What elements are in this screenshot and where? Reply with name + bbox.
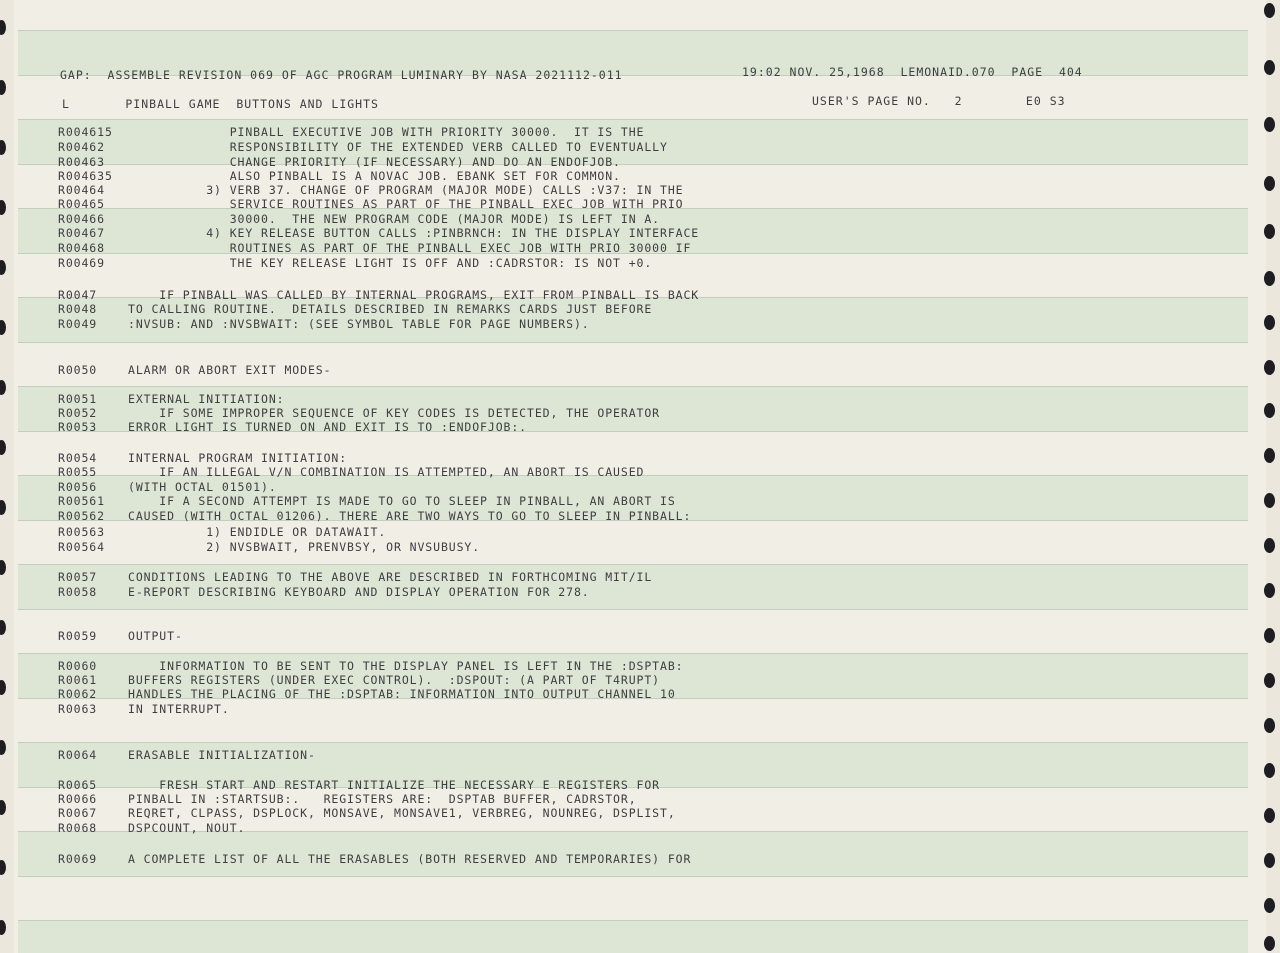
line-code: R0060 bbox=[58, 659, 98, 673]
line-text: FRESH START AND RESTART INITIALIZE THE NECESSARY E REGISTERS FOR bbox=[128, 778, 661, 792]
line-text: 4) KEY RELEASE BUTTON CALLS :PINBRNCH: IN THE DISPLAY INTERFACE bbox=[128, 226, 700, 240]
header-assembly-line: GAP: ASSEMBLE REVISION 069 OF AGC PROGRAM LUMINARY BY NASA 2021112-011 bbox=[60, 68, 623, 82]
tractor-hole bbox=[1264, 224, 1275, 239]
line-text: THE KEY RELEASE LIGHT IS OFF AND :CADRSTOR: IS NOT +0. bbox=[128, 256, 653, 270]
line-text: ALSO PINBALL IS A NOVAC JOB. EBANK SET FOR COMMON. bbox=[128, 169, 621, 183]
header-date-page: 19:02 NOV. 25,1968 LEMONAID.070 PAGE 404 bbox=[742, 65, 1083, 79]
line-text: TO CALLING ROUTINE. DETAILS DESCRIBED IN REMARKS CARDS JUST BEFORE bbox=[128, 302, 653, 316]
line-code: R0051 bbox=[58, 392, 98, 406]
line-code: R0055 bbox=[58, 465, 98, 479]
tractor-hole bbox=[1264, 176, 1275, 191]
line-code: R0067 bbox=[58, 806, 98, 820]
line-code: R0066 bbox=[58, 792, 98, 806]
line-text: INTERNAL PROGRAM INITIATION: bbox=[128, 451, 348, 465]
line-text: PINBALL EXECUTIVE JOB WITH PRIORITY 30000. IT IS THE bbox=[128, 125, 645, 139]
line-text: ERASABLE INITIALIZATION- bbox=[128, 748, 316, 762]
line-text: INFORMATION TO BE SENT TO THE DISPLAY PANEL IS LEFT IN THE :DSPTAB: bbox=[128, 659, 684, 673]
line-code: R0057 bbox=[58, 570, 98, 584]
line-code: R0048 bbox=[58, 302, 98, 316]
line-code: R0063 bbox=[58, 702, 98, 716]
line-code: R0065 bbox=[58, 778, 98, 792]
tractor-hole bbox=[1264, 538, 1275, 553]
line-text: ERROR LIGHT IS TURNED ON AND EXIT IS TO :ENDOFJOB:. bbox=[128, 420, 528, 434]
line-text: E-REPORT DESCRIBING KEYBOARD AND DISPLAY OPERATION FOR 278. bbox=[128, 585, 590, 599]
tractor-hole bbox=[1264, 628, 1275, 643]
tractor-hole bbox=[1264, 673, 1275, 688]
tractor-hole bbox=[1264, 718, 1275, 733]
line-text: DSPCOUNT, NOUT. bbox=[128, 821, 246, 835]
line-text: IF A SECOND ATTEMPT IS MADE TO GO TO SLEEP IN PINBALL, AN ABORT IS bbox=[128, 494, 676, 508]
tractor-hole bbox=[1264, 60, 1275, 75]
line-text: BUFFERS REGISTERS (UNDER EXEC CONTROL). :DSPOUT: (A PART OF T4RUPT) bbox=[128, 673, 661, 687]
line-text: IF PINBALL WAS CALLED BY INTERNAL PROGRAMS, EXIT FROM PINBALL IS BACK bbox=[128, 288, 700, 302]
line-text: CHANGE PRIORITY (IF NECESSARY) AND DO AN ENDOFJOB. bbox=[128, 155, 621, 169]
line-text: CAUSED (WITH OCTAL 01206). THERE ARE TWO WAYS TO GO TO SLEEP IN PINBALL: bbox=[128, 509, 692, 523]
tractor-hole bbox=[1264, 808, 1275, 823]
tractor-hole bbox=[1264, 3, 1275, 18]
line-code: R00468 bbox=[58, 241, 105, 255]
line-text: RESPONSIBILITY OF THE EXTENDED VERB CALLED TO EVENTUALLY bbox=[128, 140, 668, 154]
line-code: R00467 bbox=[58, 226, 105, 240]
line-text: ROUTINES AS PART OF THE PINBALL EXEC JOB WITH PRIO 30000 IF bbox=[128, 241, 692, 255]
line-code: R00562 bbox=[58, 509, 105, 523]
tractor-hole bbox=[1264, 360, 1275, 375]
line-code: R0061 bbox=[58, 673, 98, 687]
tractor-hole bbox=[1264, 403, 1275, 418]
line-text: IN INTERRUPT. bbox=[128, 702, 230, 716]
header-user-page: USER'S PAGE NO. 2 E0 S3 bbox=[812, 94, 1066, 108]
line-text: IF SOME IMPROPER SEQUENCE OF KEY CODES IS DETECTED, THE OPERATOR bbox=[128, 406, 661, 420]
line-text: 3) VERB 37. CHANGE OF PROGRAM (MAJOR MODE) CALLS :V37: IN THE bbox=[128, 183, 684, 197]
tractor-hole bbox=[1264, 493, 1275, 508]
line-text: CONDITIONS LEADING TO THE ABOVE ARE DESCRIBED IN FORTHCOMING MIT/IL bbox=[128, 570, 653, 584]
line-text: PINBALL IN :STARTSUB:. REGISTERS ARE: DSPTAB BUFFER, CADRSTOR, bbox=[128, 792, 637, 806]
line-text: 30000. THE NEW PROGRAM CODE (MAJOR MODE) IS LEFT IN A. bbox=[128, 212, 661, 226]
line-code: R0054 bbox=[58, 451, 98, 465]
line-code: R00462 bbox=[58, 140, 105, 154]
line-code: R00463 bbox=[58, 155, 105, 169]
tractor-hole bbox=[1264, 448, 1275, 463]
tractor-hole bbox=[1264, 271, 1275, 286]
green-bar bbox=[18, 920, 1248, 953]
tractor-hole bbox=[1264, 583, 1275, 598]
line-text: REQRET, CLPASS, DSPLOCK, MONSAVE, MONSAVE1, VERBREG, NOUNREG, DSPLIST, bbox=[128, 806, 676, 820]
tractor-hole bbox=[1264, 898, 1275, 913]
tractor-hole bbox=[1264, 315, 1275, 330]
line-code: R0047 bbox=[58, 288, 98, 302]
header-subtitle: L PINBALL GAME BUTTONS AND LIGHTS bbox=[62, 97, 379, 111]
line-text: EXTERNAL INITIATION: bbox=[128, 392, 285, 406]
line-code: R0058 bbox=[58, 585, 98, 599]
line-code: R00469 bbox=[58, 256, 105, 270]
line-code: R00564 bbox=[58, 540, 105, 554]
line-text: SERVICE ROUTINES AS PART OF THE PINBALL EXEC JOB WITH PRIO bbox=[128, 197, 684, 211]
line-code: R00561 bbox=[58, 494, 105, 508]
tractor-hole bbox=[1264, 853, 1275, 868]
tractor-hole bbox=[1264, 117, 1275, 132]
tractor-hole bbox=[1264, 936, 1275, 951]
line-text: HANDLES THE PLACING OF THE :DSPTAB: INFORMATION INTO OUTPUT CHANNEL 10 bbox=[128, 687, 676, 701]
line-text: IF AN ILLEGAL V/N COMBINATION IS ATTEMPTED, AN ABORT IS CAUSED bbox=[128, 465, 645, 479]
line-code: R0050 bbox=[58, 363, 98, 377]
line-text: A COMPLETE LIST OF ALL THE ERASABLES (BOTH RESERVED AND TEMPORARIES) FOR bbox=[128, 852, 692, 866]
line-code: R0068 bbox=[58, 821, 98, 835]
line-text: 2) NVSBWAIT, PRENVBSY, OR NVSUBUSY. bbox=[128, 540, 481, 554]
line-code: R00466 bbox=[58, 212, 105, 226]
line-code: R004635 bbox=[58, 169, 113, 183]
line-code: R0056 bbox=[58, 480, 98, 494]
tractor-hole bbox=[1264, 763, 1275, 778]
line-code: R0062 bbox=[58, 687, 98, 701]
line-text: OUTPUT- bbox=[128, 629, 183, 643]
line-code: R0053 bbox=[58, 420, 98, 434]
line-code: R0069 bbox=[58, 852, 98, 866]
line-code: R0059 bbox=[58, 629, 98, 643]
line-code: R0064 bbox=[58, 748, 98, 762]
line-text: 1) ENDIDLE OR DATAWAIT. bbox=[128, 525, 387, 539]
line-text: ALARM OR ABORT EXIT MODES- bbox=[128, 363, 332, 377]
line-text: :NVSUB: AND :NVSBWAIT: (SEE SYMBOL TABLE FOR PAGE NUMBERS). bbox=[128, 317, 590, 331]
line-code: R00464 bbox=[58, 183, 105, 197]
line-code: R004615 bbox=[58, 125, 113, 139]
line-code: R00563 bbox=[58, 525, 105, 539]
line-code: R0049 bbox=[58, 317, 98, 331]
line-text: (WITH OCTAL 01501). bbox=[128, 480, 277, 494]
line-code: R00465 bbox=[58, 197, 105, 211]
line-code: R0052 bbox=[58, 406, 98, 420]
